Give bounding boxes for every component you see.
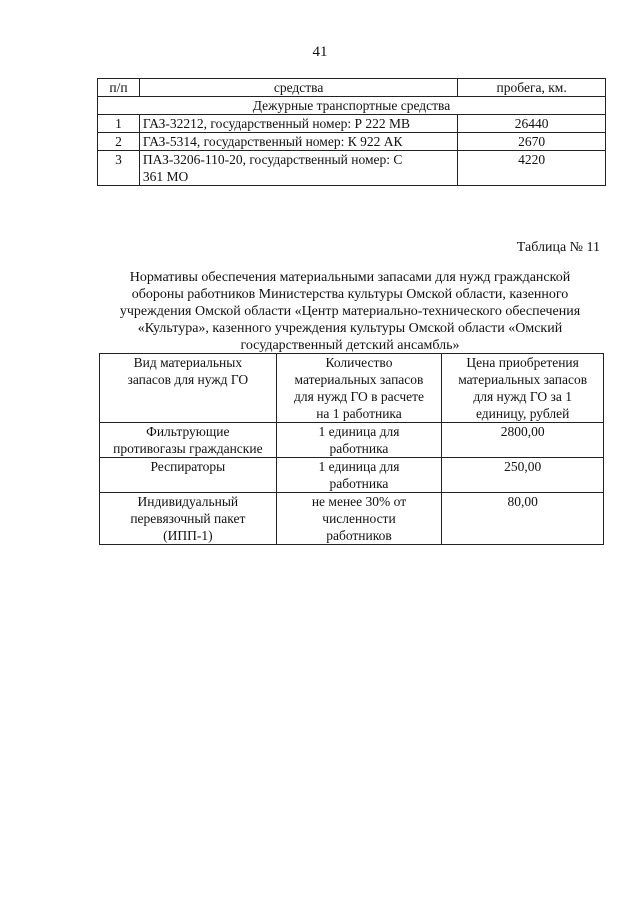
type-cell xyxy=(100,493,277,545)
table-row xyxy=(98,151,606,186)
cell-line: 1 единица для xyxy=(318,424,400,439)
table-row xyxy=(98,115,606,133)
table-row xyxy=(100,423,604,458)
mileage-cell: 4220 xyxy=(458,151,606,186)
cell-line: численности xyxy=(322,511,396,526)
cell-line: Фильтрующие xyxy=(146,424,230,439)
header-line: Количество xyxy=(325,355,393,370)
cell-line: Индивидуальный xyxy=(137,494,239,509)
header-cell-mileage: пробега, км. xyxy=(458,79,606,97)
table-section-row xyxy=(98,97,606,115)
section-title-cell: Дежурные транспортные средства xyxy=(98,97,606,115)
vehicle-cell: ГАЗ-5314, государственный номер: К 922 АК xyxy=(139,133,457,151)
header-line: на 1 работника xyxy=(316,406,402,421)
header-cell-type xyxy=(100,354,277,423)
quantity-cell xyxy=(276,458,442,493)
row-number-cell: 2 xyxy=(98,133,140,151)
vehicle-cell-line: 361 МО xyxy=(142,169,189,184)
table-row xyxy=(100,493,604,545)
vehicle-cell-line: ПАЗ-3206-110-20, государственный номер: С xyxy=(142,152,403,167)
header-line: материальных запасов xyxy=(294,372,424,387)
header-cell-quantity xyxy=(276,354,442,423)
price-cell: 80,00 xyxy=(442,493,604,545)
quantity-cell xyxy=(276,493,442,545)
header-line: Цена приобретения xyxy=(466,355,579,370)
supplies-table xyxy=(99,353,604,545)
row-number-cell: 3 xyxy=(98,151,140,186)
table-header-row xyxy=(98,79,606,97)
cell-line: Респираторы xyxy=(150,459,226,474)
price-cell: 250,00 xyxy=(442,458,604,493)
cell-line: работника xyxy=(329,476,389,491)
header-cell-number: п/п xyxy=(98,79,140,97)
row-number-cell: 1 xyxy=(98,115,140,133)
vehicle-cell: ГАЗ-32212, государственный номер: Р 222 МВ xyxy=(139,115,457,133)
header-line: единицу, рублей xyxy=(475,406,570,421)
table-header-row xyxy=(100,354,604,423)
cell-line: работников xyxy=(326,528,392,543)
price-cell: 2800,00 xyxy=(442,423,604,458)
title-line: государственный детский ансамбль» xyxy=(240,338,460,353)
cell-line: противогазы гражданские xyxy=(113,441,263,456)
table-label: Таблица № 11 xyxy=(516,240,600,255)
table-title xyxy=(105,269,595,354)
vehicle-cell xyxy=(139,151,457,186)
table-row xyxy=(98,133,606,151)
header-cell-vehicle: средства xyxy=(139,79,457,97)
type-cell xyxy=(100,458,277,493)
cell-line: не менее 30% от xyxy=(311,494,407,509)
table-row xyxy=(100,458,604,493)
title-line: «Культура», казенного учреждения культуры Омской области «Омский xyxy=(137,321,563,336)
header-line: материальных запасов xyxy=(458,372,588,387)
cell-line: (ИПП-1) xyxy=(163,528,213,543)
cell-line: перевязочный пакет xyxy=(130,511,246,526)
vehicle-table xyxy=(97,78,606,186)
mileage-cell: 26440 xyxy=(458,115,606,133)
title-line: обороны работников Министерства культуры Омской области, казенного xyxy=(131,287,569,302)
title-line: Нормативы обеспечения материальными запасами для нужд гражданской xyxy=(129,270,571,285)
mileage-cell: 2670 xyxy=(458,133,606,151)
header-line: Вид материальных xyxy=(133,355,243,370)
header-line: для нужд ГО в расчете xyxy=(293,389,425,404)
cell-line: работника xyxy=(329,441,389,456)
header-line: запасов для нужд ГО xyxy=(127,372,249,387)
cell-line: 1 единица для xyxy=(318,459,400,474)
type-cell xyxy=(100,423,277,458)
header-cell-price xyxy=(442,354,604,423)
header-line: для нужд ГО за 1 xyxy=(473,389,572,404)
title-line: учреждения Омской области «Центр материально-технического обеспечения xyxy=(119,304,581,319)
page-number: 41 xyxy=(312,44,328,60)
quantity-cell xyxy=(276,423,442,458)
